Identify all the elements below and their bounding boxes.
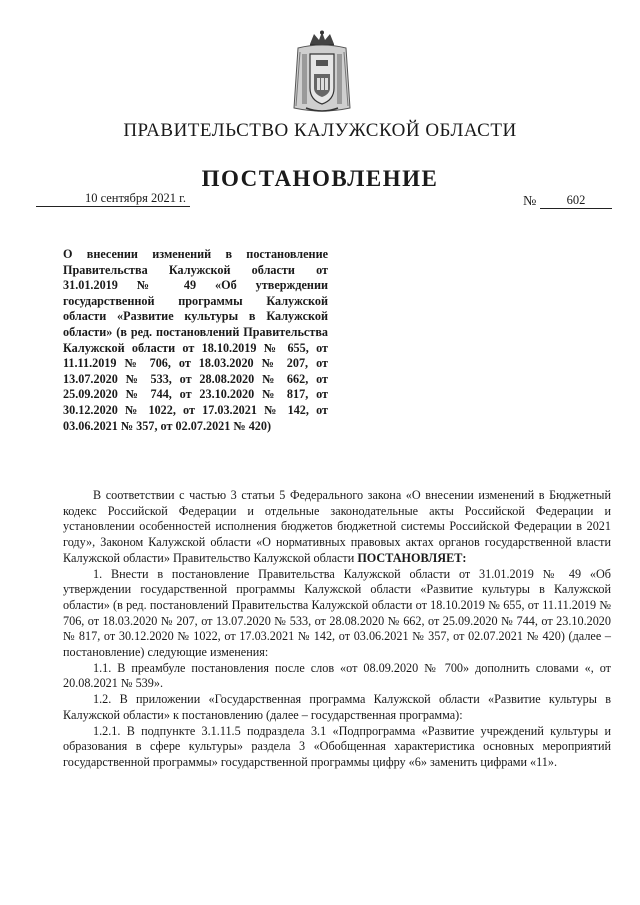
clause-1-2: 1.2. В приложении «Государственная программа Калужской области «Развитие культуры в Калужской области» к постановлению (далее – государственная программа):: [63, 692, 611, 722]
preamble-text: В соответствии с частью 3 статьи 5 Федерального закона «О внесении изменений в Бюджетный кодекс Российской Федерации и отдельные законодательные акты Российской Федерации и установлении особенностей исполнения бюджетов бюджетной системы Российской Федерации в 2021 году», Законом Калужской области «О нормативных правовых актах органов государственной власти Калужской области» Правительство Калужской области: [63, 488, 611, 565]
document-date: 10 сентября 2021 г.: [36, 190, 190, 207]
government-name: ПРАВИТЕЛЬСТВО КАЛУЖСКОЙ ОБЛАСТИ: [123, 120, 517, 141]
number-label: №: [523, 194, 537, 209]
clause-1: 1. Внести в постановление Правительства Калужской области от 31.01.2019 № 49 «Об утверждении государственной программы Калужской области «Развитие культуры в Калужской области» (в ред. постановлений Правительства Калужской области от 18.10.2019 № 655, от 11.11.2019 № 706, от 18.03.2020 № 207, от 13.07.2020 № 533, от 28.08.2020 № 662, от 25.09.2020 № 744, от 23.10.2020 № 817, от 30.12.2020 № 1022, от 17.03.2021 № 142, от 03.06.2021 № 357, от 02.07.2021 № 420) (далее – постановление) следующие изменения:: [63, 566, 611, 660]
clause-1-2-1: 1.2.1. В подпункте 3.1.11.5 подраздела 3.1 «Подпрограмма «Развитие учреждений культуры и образования в сфере культуры» раздела 3 «Обобщенная характеристика основных мероприятий государственной программы» государственной программы цифру «6» заменить цифрами «11».: [63, 723, 611, 769]
document-title: ПОСТАНОВЛЕНИЕ: [201, 166, 439, 191]
preamble-paragraph: [63, 488, 611, 567]
decree-word: ПОСТАНОВЛЯЕТ:: [357, 550, 467, 565]
document-subject: О внесении изменений в постановление Правительства Калужской области от 31.01.2019 № 49 «Об утверждении государственной программы Калужской области «Развитие культуры в Калужской области» (в ред. постановлений Правительства Калужской области от 18.10.2019 № 655, от 11.11.2019 № 706, от 18.03.2020 № 207, от 13.07.2020 № 533, от 28.08.2020 № 662, от 25.09.2020 № 744, от 23.10.2020 № 817, от 30.12.2020 № 1022, от 17.03.2021 № 142, от 03.06.2021 № 357, от 02.07.2021 № 420): [63, 247, 328, 433]
document-body: [63, 488, 611, 771]
coat-of-arms-emblem: [292, 30, 352, 114]
document-number: 602: [540, 192, 612, 209]
clause-1-1: 1.1. В преамбуле постановления после слов «от 08.09.2020 № 700» дополнить словами «, от 20.08.2021 № 539».: [63, 660, 611, 691]
